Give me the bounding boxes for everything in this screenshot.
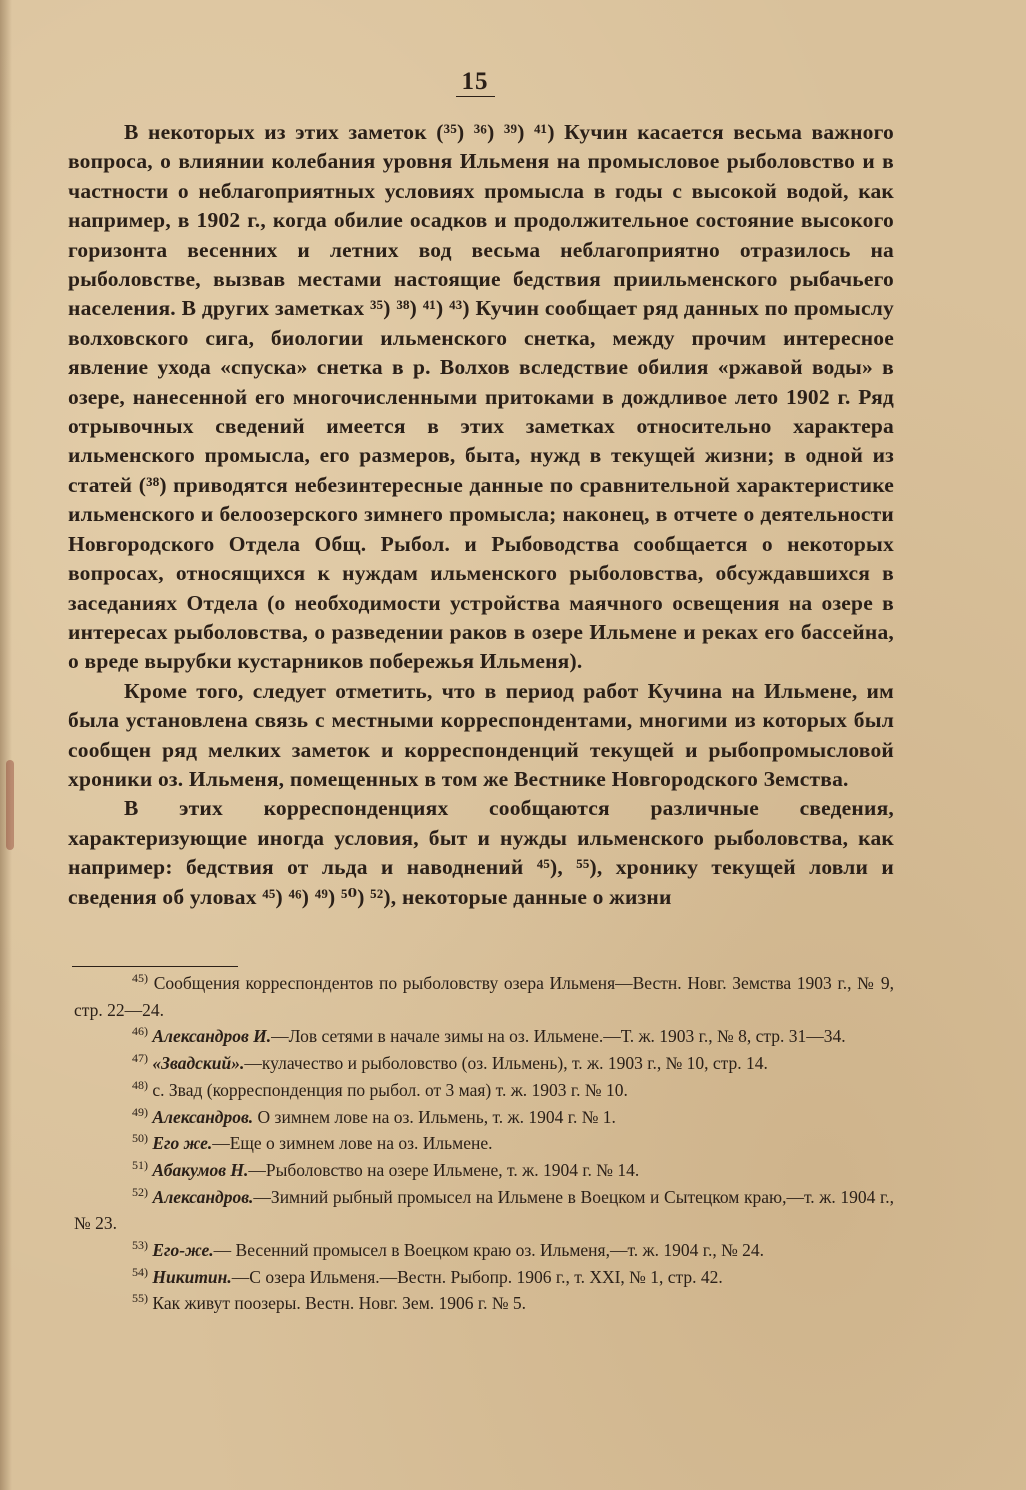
paragraph: В некоторых из этих заметок (³⁵) ³⁶) ³⁹) ⁴¹) Кучин касается весьма важного вопроса, о влиянии колебания уровня Ильменя на промысловое рыболовство и в частности о неблагоприятных условиях промысла в годы с высокой водой, как например, в 1902 г., когда обилие осадков и продолжительное состояние высокого горизонта весенних и летних вод весьма неблагоприятно отразилось на рыболовстве, вызвав местами настоящие бедствия приильменского рыбачьего населения. В других заметках ³⁵) ³⁸) ⁴¹) ⁴³) Кучин сообщает ряд данных по промыслу волховского сига, биологии ильменского снетка, между прочим интересное явление ухода «спуска» снетка в р. Волхов вследствие обилия «ржавой воды» в озере, нанесенной его многочисленными притоками в дождливое лето 1902 г. Ряд отрывочных сведений имеется в этих заметках относительно характера ильменского промысла, его размеров, быта, нужд в текущей жизни; в одной из статей (³⁸) приводятся небезинтересные данные по сравнительной характеристике ильменского и белоозерского зимнего промысла; наконец, в отчете о деятельности Новгородского Отдела Общ. Рыбол. и Рыбоводства сообщается о некоторых вопросах, относящихся к нуждам ильменского рыболовства, обсуждавшихся в заседаниях Отдела (о необходимости устройства маячного освещения на озере в интересах рыболовства, о разведении раков в озере Ильмене и реках его бассейна, о вреде вырубки кустарников побережья Ильменя). (68, 120, 894, 674)
footnotes (74, 970, 894, 1317)
footnote-number: 55) (132, 1291, 148, 1306)
footnote-author: «Звадский». (152, 1053, 245, 1074)
footnote-number: 51) (132, 1158, 148, 1173)
page-number (0, 68, 950, 96)
footnote-number: 54) (132, 1264, 148, 1279)
footnote (74, 1157, 894, 1184)
footnote (74, 1264, 894, 1291)
paragraph: В этих корреспонденциях сообщаются различные сведения, характеризующие иногда условия, быт и нужды ильменского рыболовства, как например: бедствия от льда и наводнений ⁴⁵), ⁵⁵), хронику текущей ловли и сведения об уловах ⁴⁵) ⁴⁶) ⁴⁹) ⁵⁰) ⁵²), некоторые данные о жизни (68, 796, 894, 909)
footnote-author: Александров И. (152, 1026, 272, 1047)
footnote-text: Сообщения корреспондентов по рыболовству озера Ильменя—Вестн. Новг. Земства 1903 г., № 9, стр. 22—24. (74, 973, 894, 1020)
footnote-divider (72, 966, 238, 967)
footnote-number: 53) (132, 1238, 148, 1253)
page-number-text: 15 (456, 68, 495, 97)
footnote (74, 1184, 894, 1237)
footnote (74, 1104, 894, 1131)
footnote-text: Как живут поозеры. Вестн. Новг. Зем. 1906 г. № 5. (152, 1293, 527, 1314)
footnote-author: Абакумов Н. (152, 1159, 249, 1180)
footnote-number: 46) (132, 1024, 148, 1039)
footnote-author: Никитин. (152, 1266, 232, 1287)
paragraph: Кроме того, следует отметить, что в период работ Кучина на Ильмене, им была установлена связь с местными корреспондентами, многими из которых был сообщен ряд мелких заметок и корреспонденций текущей и рыбопромысловой хроники оз. Ильменя, помещенных в том же Вестнике Новгородского Земства. (68, 678, 894, 791)
footnote-number: 48) (132, 1077, 148, 1092)
footnote-text: —Еще о зимнем лове на оз. Ильмене. (212, 1133, 493, 1154)
footnote-text: —Зимний рыбный промысел на Ильмене в Воецком и Сытецком краю,—т. ж. 1904 г., № 23. (74, 1186, 894, 1234)
footnote-author: Александров. (152, 1106, 254, 1127)
footnote-text: О зимнем лове на оз. Ильмень, т. ж. 1904 г. № 1. (253, 1106, 616, 1127)
footnote (74, 1130, 894, 1157)
footnote (74, 1290, 894, 1317)
footnote-text: с. Звад (корреспонденция по рыбол. от 3 мая) т. ж. 1903 г. № 10. (152, 1079, 628, 1100)
footnote-author: Александров. (152, 1186, 254, 1207)
footnote-text: — Весенний промысел в Воецком краю оз. Ильменя,—т. ж. 1904 г., № 24. (213, 1240, 765, 1261)
footnote-text: —Рыболовство на озере Ильмене, т. ж. 1904 г. № 14. (248, 1159, 640, 1180)
footnote-text: —кулачество и рыболовство (оз. Ильмень), т. ж. 1903 г., № 10, стр. 14. (244, 1053, 768, 1074)
footnote-number: 49) (132, 1104, 148, 1119)
footnote (74, 1237, 894, 1264)
footnote-number: 45) (132, 971, 148, 986)
main-text (68, 118, 894, 912)
footnote-author: Его же. (152, 1133, 213, 1154)
footnote-number: 47) (132, 1051, 148, 1066)
footnote-number: 52) (132, 1184, 148, 1199)
margin-stain (6, 760, 14, 850)
footnote (74, 1077, 894, 1104)
footnote-text: —С озера Ильменя.—Вестн. Рыбопр. 1906 г., т. XXI, № 1, стр. 42. (231, 1266, 723, 1287)
footnote-author: Его-же. (152, 1240, 214, 1261)
footnote (74, 1023, 894, 1050)
page-edge-shadow (0, 0, 12, 1490)
footnote (74, 970, 894, 1023)
footnote-number: 50) (132, 1131, 148, 1146)
footnote-text: —Лов сетями в начале зимы на оз. Ильмене.—Т. ж. 1903 г., № 8, стр. 31—34. (271, 1026, 846, 1047)
footnote (74, 1050, 894, 1077)
